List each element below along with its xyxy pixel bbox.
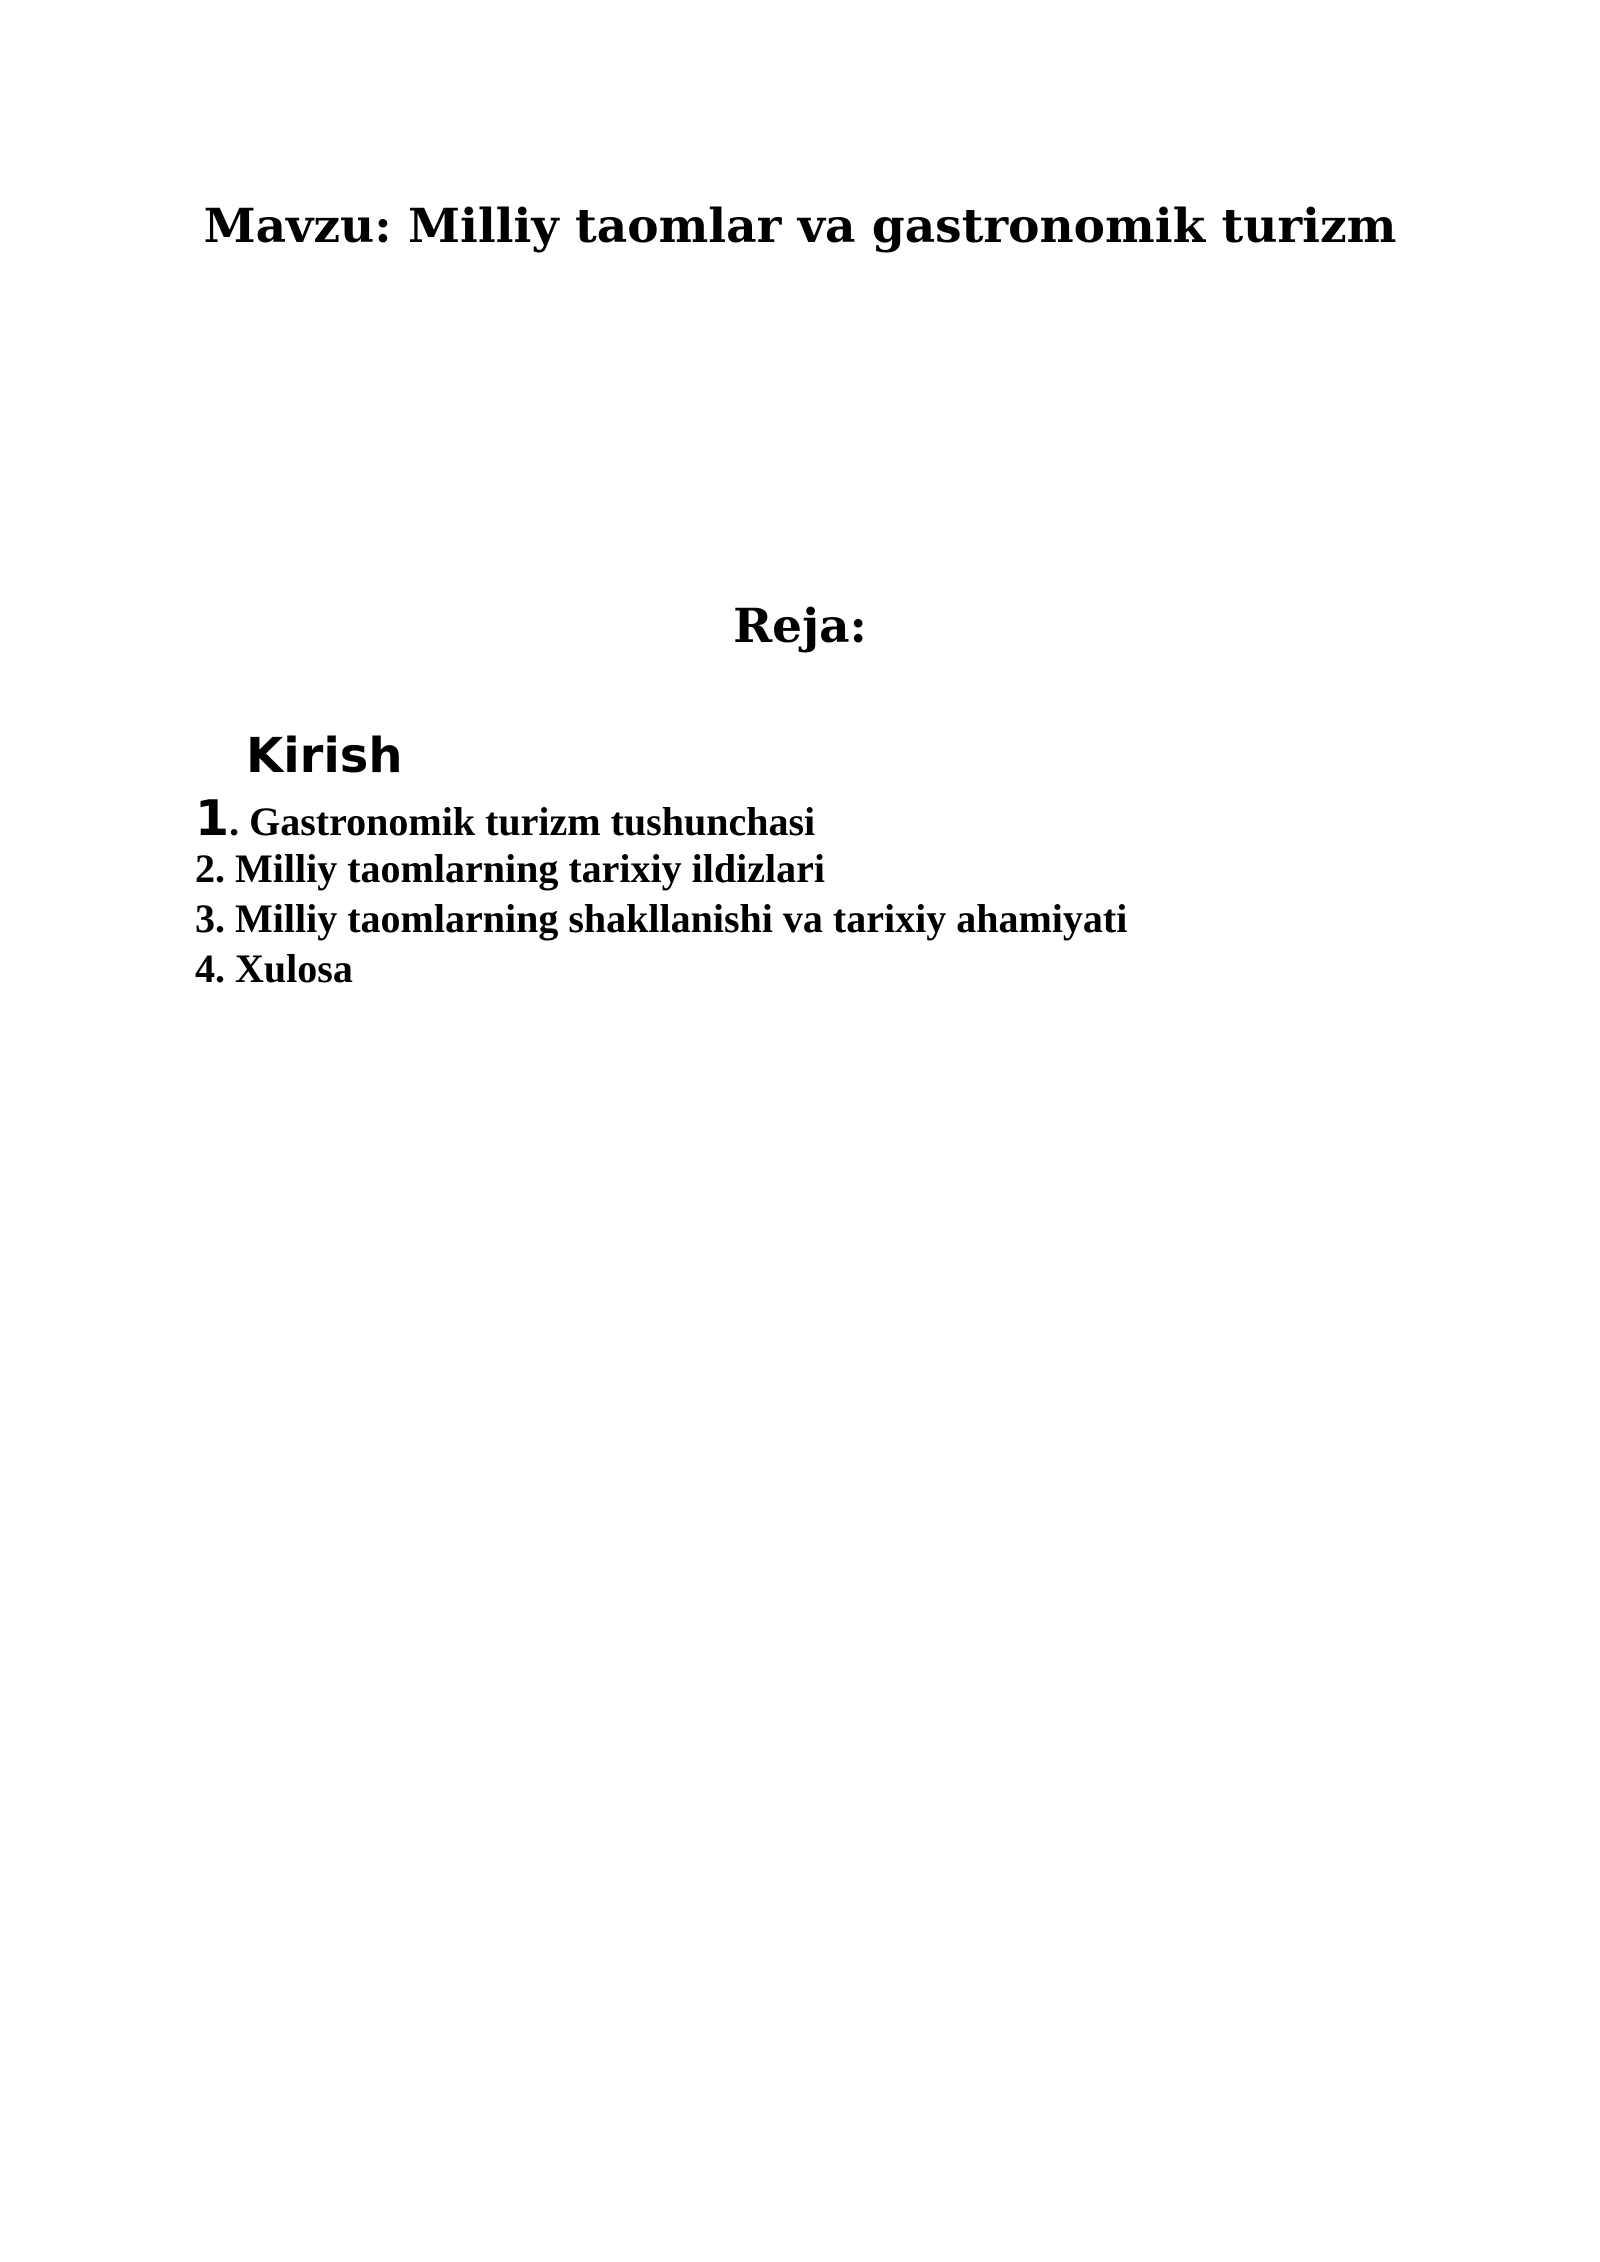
plan-list <box>195 790 1128 994</box>
plan-item-text: . Milliy taomlarning tarixiy ildizlari <box>215 846 825 891</box>
plan-item-number: 3 <box>195 896 215 941</box>
plan-item-number: 1 <box>195 790 230 847</box>
plan-item-text: . Gastronomik turizm tushunchasi <box>229 799 816 844</box>
plan-item <box>195 894 1127 944</box>
plan-heading: Reja: <box>733 599 867 654</box>
plan-item-text: . Xulosa <box>215 946 353 991</box>
plan-item-text: . Milliy taomlarning shakllanishi va tarixiy ahamiyati <box>215 896 1128 941</box>
document-title: Mavzu: Milliy taomlar va gastronomik turizm <box>203 199 1397 254</box>
plan-intro: Kirish <box>246 728 403 784</box>
plan-item <box>195 844 1127 894</box>
plan-item <box>195 944 1127 994</box>
plan-item-number: 4 <box>195 946 215 991</box>
plan-item-number: 2 <box>195 846 215 891</box>
plan-item <box>195 790 1127 847</box>
